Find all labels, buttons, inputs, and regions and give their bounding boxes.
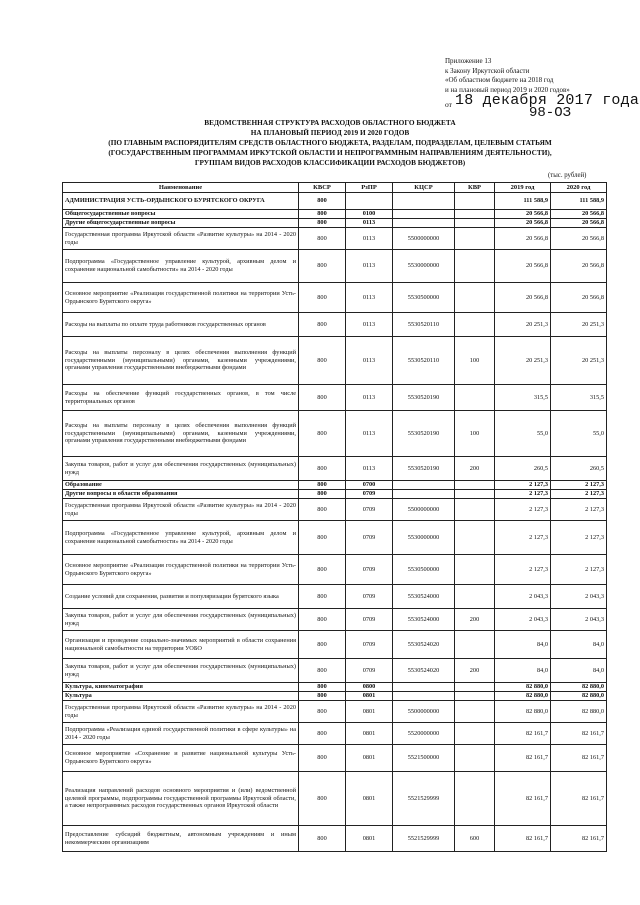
cell-2019: 20 251,3 <box>495 337 551 385</box>
cell-kvr <box>455 683 495 692</box>
appendix-line: «Об областном бюджете на 2018 год <box>445 76 554 84</box>
cell-kcsr: 5520000000 <box>393 723 455 745</box>
cell-2019: 111 588,9 <box>495 193 551 210</box>
cell-kvr: 600 <box>455 826 495 852</box>
cell-name: Создание условий для сохранения, развития и популяризации бурятского языка <box>63 585 299 609</box>
cell-name: Образование <box>63 481 299 490</box>
cell-name: Расходы на выплаты по оплате труда работников государственных органов <box>63 313 299 337</box>
cell-2019: 82 161,7 <box>495 745 551 772</box>
cell-rzpr: 0709 <box>346 659 393 683</box>
cell-kvsr: 800 <box>299 723 346 745</box>
cell-2019: 82 161,7 <box>495 772 551 826</box>
cell-2019: 2 127,3 <box>495 555 551 585</box>
cell-name: Другие общегосударственные вопросы <box>63 219 299 228</box>
cell-kvr <box>455 313 495 337</box>
cell-rzpr: 0113 <box>346 457 393 481</box>
cell-kvsr: 800 <box>299 219 346 228</box>
cell-name: Закупка товаров, работ и услуг для обеспечения государственных (муниципальных) нужд <box>63 609 299 631</box>
cell-2020: 82 161,7 <box>551 745 607 772</box>
header-2019: 2019 год <box>495 183 551 193</box>
cell-rzpr: 0801 <box>346 826 393 852</box>
cell-rzpr: 0800 <box>346 683 393 692</box>
cell-kvsr: 800 <box>299 457 346 481</box>
date-prefix: от <box>445 100 452 109</box>
cell-2020: 2 043,3 <box>551 585 607 609</box>
cell-kvr <box>455 499 495 521</box>
cell-2019: 2 043,3 <box>495 585 551 609</box>
cell-2020: 20 566,8 <box>551 210 607 219</box>
cell-2019: 20 566,8 <box>495 228 551 250</box>
appendix-line: Приложение 13 <box>445 57 492 65</box>
cell-kvsr: 800 <box>299 692 346 701</box>
cell-2020: 315,5 <box>551 385 607 411</box>
cell-rzpr: 0113 <box>346 337 393 385</box>
cell-kcsr: 5530500000 <box>393 555 455 585</box>
title-line: (ПО ГЛАВНЫМ РАСПОРЯДИТЕЛЯМ СРЕДСТВ ОБЛАСТНОГО БЮДЖЕТА, РАЗДЕЛАМ, ПОДРАЗДЕЛАМ, ЦЕЛЕВЫМ СТАТЬЯМ <box>108 138 552 147</box>
cell-rzpr: 0709 <box>346 585 393 609</box>
table-row <box>63 555 607 585</box>
title-line: (ГОСУДАРСТВЕННЫМ ПРОГРАММАМ ИРКУТСКОЙ ОБЛАСТИ И НЕПРОГРАММНЫМ НАПРАВЛЕНИЯМ ДЕЯТЕЛЬНОСТИ), <box>108 148 552 157</box>
cell-2020: 2 127,3 <box>551 481 607 490</box>
cell-kvr: 100 <box>455 337 495 385</box>
header-kvsr: КВСР <box>299 183 346 193</box>
budget-table <box>62 182 607 852</box>
cell-2019: 2 127,3 <box>495 499 551 521</box>
cell-kvsr: 800 <box>299 385 346 411</box>
cell-kvsr: 800 <box>299 826 346 852</box>
cell-2019: 82 161,7 <box>495 826 551 852</box>
cell-name: Основное мероприятие «Сохранение и развитие национальной культуры Усть-Ордынского Бурятского округа» <box>63 745 299 772</box>
cell-rzpr: 0700 <box>346 481 393 490</box>
cell-name: Предоставление субсидий бюджетным, автономным учреждениям и иным некоммерческим организациям <box>63 826 299 852</box>
cell-name: Организация и проведение социально-значимых мероприятий в области сохранения национальной самобытности на территории УОБО <box>63 631 299 659</box>
table-row <box>63 250 607 283</box>
law-number: 98-ОЗ <box>529 105 572 121</box>
cell-2020: 2 127,3 <box>551 490 607 499</box>
cell-rzpr: 0113 <box>346 411 393 457</box>
title-line: ВЕДОМСТВЕННАЯ СТРУКТУРА РАСХОДОВ ОБЛАСТНОГО БЮДЖЕТА <box>204 118 456 127</box>
table-row <box>63 692 607 701</box>
cell-2019: 84,0 <box>495 631 551 659</box>
cell-2019: 20 566,8 <box>495 210 551 219</box>
cell-kcsr: 5530500000 <box>393 283 455 313</box>
table-row <box>63 659 607 683</box>
cell-2020: 82 880,0 <box>551 683 607 692</box>
cell-2019: 84,0 <box>495 659 551 683</box>
cell-kvr: 200 <box>455 659 495 683</box>
table-row <box>63 499 607 521</box>
cell-kvr <box>455 490 495 499</box>
cell-kcsr <box>393 219 455 228</box>
cell-name: Государственная программа Иркутской области «Развитие культуры» на 2014 - 2020 годы <box>63 701 299 723</box>
cell-kcsr: 5530524020 <box>393 631 455 659</box>
cell-kcsr: 5530520190 <box>393 457 455 481</box>
cell-rzpr: 0709 <box>346 521 393 555</box>
cell-rzpr: 0113 <box>346 228 393 250</box>
cell-kvsr: 800 <box>299 313 346 337</box>
cell-name: Подпрограмма «Реализация единой государственной политики в сфере культуры» на 2014 - 2020 годы <box>63 723 299 745</box>
header-kcsr: КЦСР <box>393 183 455 193</box>
cell-kvsr: 800 <box>299 745 346 772</box>
cell-kcsr: 5530520110 <box>393 313 455 337</box>
table-row <box>63 337 607 385</box>
cell-2019: 82 880,0 <box>495 683 551 692</box>
cell-rzpr: 0113 <box>346 283 393 313</box>
cell-2019: 82 880,0 <box>495 692 551 701</box>
cell-2019: 20 566,8 <box>495 283 551 313</box>
appendix-line: и на плановый период 2019 и 2020 годов» <box>445 85 570 94</box>
cell-2020: 2 127,3 <box>551 521 607 555</box>
cell-kvr: 100 <box>455 411 495 457</box>
cell-kcsr: 5521529999 <box>393 826 455 852</box>
cell-kcsr: 5530524000 <box>393 585 455 609</box>
budget-table-body <box>63 193 607 852</box>
cell-kvr: 200 <box>455 457 495 481</box>
cell-name: Закупка товаров, работ и услуг для обеспечения государственных (муниципальных) нужд <box>63 457 299 481</box>
table-row <box>63 683 607 692</box>
cell-kvsr: 800 <box>299 481 346 490</box>
cell-rzpr: 0709 <box>346 490 393 499</box>
cell-2020: 20 566,8 <box>551 219 607 228</box>
cell-kvr <box>455 521 495 555</box>
cell-rzpr: 0709 <box>346 499 393 521</box>
cell-2020: 20 566,8 <box>551 228 607 250</box>
table-row <box>63 385 607 411</box>
cell-2019: 2 043,3 <box>495 609 551 631</box>
cell-kvr <box>455 701 495 723</box>
units-label: (тыс. рублей) <box>548 172 587 179</box>
cell-name: Подпрограмма «Государственное управление культурой, архивным делом и сохранение национальной самобытности» на 2014 - 2020 годы <box>63 250 299 283</box>
cell-kvsr: 800 <box>299 609 346 631</box>
cell-2020: 2 127,3 <box>551 499 607 521</box>
cell-rzpr: 0801 <box>346 723 393 745</box>
header-name: Наименование <box>63 183 299 193</box>
table-row <box>63 313 607 337</box>
cell-2020: 84,0 <box>551 659 607 683</box>
cell-2019: 2 127,3 <box>495 490 551 499</box>
cell-rzpr: 0113 <box>346 250 393 283</box>
cell-name: Реализация направлений расходов основного мероприятия и (или) ведомственной целевой программы, подпрограммы государственной программы Иркутской области, а также непрограммных расходов государственных органов Иркутской области <box>63 772 299 826</box>
cell-kcsr: 5530520190 <box>393 411 455 457</box>
law-date: 18 декабря 2017 года <box>455 92 640 109</box>
cell-name: Подпрограмма «Государственное управление культурой, архивным делом и сохранение национальной самобытности» на 2014 - 2020 годы <box>63 521 299 555</box>
table-row <box>63 283 607 313</box>
cell-kcsr: 5500000000 <box>393 701 455 723</box>
cell-kvr <box>455 585 495 609</box>
cell-kcsr: 5530000000 <box>393 521 455 555</box>
cell-kcsr <box>393 193 455 210</box>
cell-kvr <box>455 631 495 659</box>
cell-2020: 82 880,0 <box>551 692 607 701</box>
law-date-line <box>445 92 640 121</box>
cell-2020: 260,5 <box>551 457 607 481</box>
header-2020: 2020 год <box>551 183 607 193</box>
cell-2019: 20 251,3 <box>495 313 551 337</box>
table-row <box>63 521 607 555</box>
cell-rzpr: 0113 <box>346 219 393 228</box>
cell-name: Расходы на обеспечение функций государственных органов, в том числе территориальных органов <box>63 385 299 411</box>
cell-kcsr: 5500000000 <box>393 228 455 250</box>
table-row <box>63 631 607 659</box>
cell-name: Расходы на выплаты персоналу в целях обеспечения выполнения функций государственными (муниципальными) органами, казенными учреждениями, органами управления государственными внебюджетными фондами <box>63 411 299 457</box>
cell-kvsr: 800 <box>299 193 346 210</box>
cell-rzpr: 0801 <box>346 745 393 772</box>
cell-rzpr: 0801 <box>346 772 393 826</box>
cell-kcsr: 5500000000 <box>393 499 455 521</box>
cell-kcsr <box>393 210 455 219</box>
cell-kvr <box>455 772 495 826</box>
cell-kcsr: 5530524000 <box>393 609 455 631</box>
title-line: НА ПЛАНОВЫЙ ПЕРИОД 2019 И 2020 ГОДОВ <box>250 128 410 137</box>
cell-kcsr <box>393 683 455 692</box>
table-row <box>63 723 607 745</box>
cell-rzpr <box>346 193 393 210</box>
cell-2019: 2 127,3 <box>495 481 551 490</box>
cell-rzpr: 0801 <box>346 701 393 723</box>
table-row <box>63 457 607 481</box>
title-line: ГРУППАМ ВИДОВ РАСХОДОВ КЛАССИФИКАЦИИ РАСХОДОВ БЮДЖЕТОВ) <box>194 158 466 167</box>
cell-name: Общегосударственные вопросы <box>63 210 299 219</box>
cell-2019: 315,5 <box>495 385 551 411</box>
cell-kcsr: 5530524020 <box>393 659 455 683</box>
cell-kvr <box>455 283 495 313</box>
document-title <box>70 118 590 168</box>
cell-kvr <box>455 210 495 219</box>
cell-name: Другие вопросы в области образования <box>63 490 299 499</box>
cell-2019: 260,5 <box>495 457 551 481</box>
cell-2020: 2 043,3 <box>551 609 607 631</box>
cell-2019: 2 127,3 <box>495 521 551 555</box>
cell-name: Культура, кинематография <box>63 683 299 692</box>
cell-kvsr: 800 <box>299 250 346 283</box>
cell-2020: 2 127,3 <box>551 555 607 585</box>
cell-kvsr: 800 <box>299 683 346 692</box>
cell-kvr: 200 <box>455 609 495 631</box>
cell-2020: 20 251,3 <box>551 337 607 385</box>
cell-2020: 111 588,9 <box>551 193 607 210</box>
cell-kvsr: 800 <box>299 555 346 585</box>
cell-kvsr: 800 <box>299 772 346 826</box>
table-header-row <box>63 183 607 193</box>
cell-2020: 82 161,7 <box>551 772 607 826</box>
cell-rzpr: 0709 <box>346 555 393 585</box>
cell-kvr <box>455 692 495 701</box>
cell-rzpr: 0113 <box>346 313 393 337</box>
cell-2019: 82 880,0 <box>495 701 551 723</box>
cell-kvsr: 800 <box>299 659 346 683</box>
appendix-line: к Закону Иркутской области <box>445 66 530 75</box>
cell-name: АДМИНИСТРАЦИЯ УСТЬ-ОРДЫНСКОГО БУРЯТСКОГО ОКРУГА <box>63 193 299 210</box>
header-kvr: КВР <box>455 183 495 193</box>
cell-rzpr: 0801 <box>346 692 393 701</box>
cell-kvr <box>455 745 495 772</box>
table-row <box>63 219 607 228</box>
table-row <box>63 701 607 723</box>
cell-kvsr: 800 <box>299 228 346 250</box>
cell-rzpr: 0113 <box>346 385 393 411</box>
cell-2019: 20 566,8 <box>495 250 551 283</box>
cell-2020: 82 880,0 <box>551 701 607 723</box>
header-rzpr: РзПР <box>346 183 393 193</box>
cell-name: Государственная программа Иркутской области «Развитие культуры» на 2014 - 2020 годы <box>63 228 299 250</box>
cell-kvsr: 800 <box>299 283 346 313</box>
cell-2019: 82 161,7 <box>495 723 551 745</box>
cell-name: Культура <box>63 692 299 701</box>
cell-kvsr: 800 <box>299 499 346 521</box>
table-row <box>63 772 607 826</box>
cell-rzpr: 0100 <box>346 210 393 219</box>
cell-2020: 55,0 <box>551 411 607 457</box>
table-row <box>63 481 607 490</box>
appendix-block <box>445 57 640 121</box>
cell-kvsr: 800 <box>299 585 346 609</box>
cell-name: Закупка товаров, работ и услуг для обеспечения государственных (муниципальных) нужд <box>63 659 299 683</box>
cell-kvr <box>455 723 495 745</box>
cell-name: Основное мероприятие «Реализация государственной политики на территории Усть-Ордынского Бурятского округа» <box>63 555 299 585</box>
table-row <box>63 745 607 772</box>
cell-kvsr: 800 <box>299 490 346 499</box>
cell-kvr <box>455 219 495 228</box>
cell-2020: 82 161,7 <box>551 723 607 745</box>
cell-kvsr: 800 <box>299 631 346 659</box>
cell-kcsr <box>393 692 455 701</box>
cell-2020: 82 161,7 <box>551 826 607 852</box>
cell-2019: 20 566,8 <box>495 219 551 228</box>
cell-rzpr: 0709 <box>346 609 393 631</box>
cell-kvr <box>455 481 495 490</box>
cell-kvr <box>455 250 495 283</box>
cell-kvsr: 800 <box>299 411 346 457</box>
cell-kvsr: 800 <box>299 521 346 555</box>
table-row <box>63 193 607 210</box>
cell-kvr <box>455 228 495 250</box>
table-row <box>63 585 607 609</box>
cell-2020: 20 566,8 <box>551 250 607 283</box>
cell-2019: 55,0 <box>495 411 551 457</box>
cell-name: Государственная программа Иркутской области «Развитие культуры» на 2014 - 2020 годы <box>63 499 299 521</box>
cell-rzpr: 0709 <box>346 631 393 659</box>
cell-2020: 84,0 <box>551 631 607 659</box>
table-row <box>63 411 607 457</box>
cell-kcsr: 5521500000 <box>393 745 455 772</box>
table-row <box>63 490 607 499</box>
cell-kcsr <box>393 481 455 490</box>
cell-kcsr: 5530520110 <box>393 337 455 385</box>
cell-kvsr: 800 <box>299 337 346 385</box>
table-row <box>63 609 607 631</box>
cell-kcsr <box>393 490 455 499</box>
cell-kvr <box>455 193 495 210</box>
table-row <box>63 210 607 219</box>
cell-kvsr: 800 <box>299 701 346 723</box>
cell-kvsr: 800 <box>299 210 346 219</box>
cell-kvr <box>455 385 495 411</box>
cell-2020: 20 251,3 <box>551 313 607 337</box>
cell-name: Основное мероприятие «Реализация государственной политики на территории Усть-Ордынского Бурятского округа» <box>63 283 299 313</box>
table-row <box>63 826 607 852</box>
cell-kcsr: 5521529999 <box>393 772 455 826</box>
cell-2020: 20 566,8 <box>551 283 607 313</box>
cell-name: Расходы на выплаты персоналу в целях обеспечения выполнения функций государственными (муниципальными) органами, казенными учреждениями, органами управления государственными внебюджетными фондами <box>63 337 299 385</box>
cell-kcsr: 5530520190 <box>393 385 455 411</box>
cell-kcsr: 5530000000 <box>393 250 455 283</box>
cell-kvr <box>455 555 495 585</box>
table-row <box>63 228 607 250</box>
